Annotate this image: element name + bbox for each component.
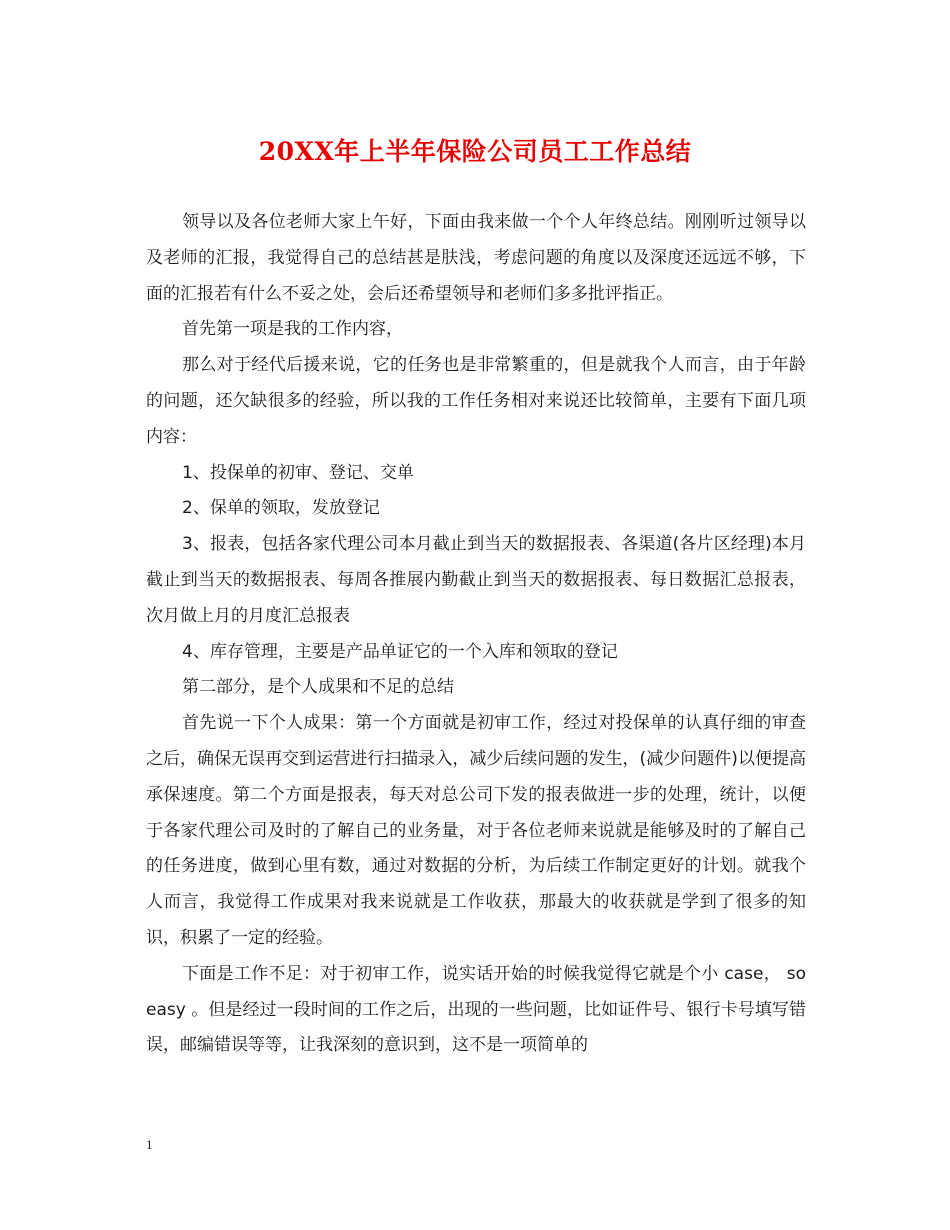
paragraph-shortcomings: 下面是工作不足：对于初审工作，说实话开始的时候我觉得它就是个小 case， so easy 。但是经过一段时间的工作之后，出现的一些问题，比如证件号、银行卡号填写错误，邮编错误等等，让我深刻的意识到，这不是一项简单的: [146, 963, 806, 1056]
list-item-2: 2、保单的领取，发放登记: [182, 498, 380, 519]
list-item-3: 3、报表，包括各家代理公司本月截止到当天的数据报表、各渠道(各片区经理)本月截止到当天的数据报表、每周各推展内勤截止到当天的数据报表、每日数据汇总报表，次月做上月的月度汇总报表: [146, 534, 806, 626]
paragraph-part-two-heading: 第二部分，是个人成果和不足的总结: [182, 677, 454, 698]
page-number: 1: [146, 1137, 153, 1152]
paragraph-achievements: 首先说一下个人成果：第一个方面就是初审工作，经过对投保单的认真仔细的审查之后，确保无误再交到运营进行扫描录入，减少后续问题的发生，(减少问题件)以便提高承保速度。第二个方面是报表，每天对总公司下发的报表做进一步的处理，统计，以便于各家代理公司及时的了解自己的业务量，对于各位老师来说就是能够及时的了解自己的任务进度，做到心里有数，通过对数据的分析，为后续工作制定更好的计划。就我个人而言，我觉得工作成果对我来说就是工作收获，那最大的收获就是学到了很多的知识，积累了一定的经验。: [146, 713, 806, 948]
paragraph-intro: 领导以及各位老师大家上午好，下面由我来做一个个人年终总结。刚刚听过领导以及老师的汇报，我觉得自己的总结甚是肤浅，考虑问题的角度以及深度还远远不够，下面的汇报若有什么不妥之处，会后还希望领导和老师们多多批评指正。: [146, 212, 806, 304]
paragraph-part-one-heading: 首先第一项是我的工作内容，: [182, 319, 403, 340]
list-item-4: 4、库存管理，主要是产品单证它的一个入库和领取的登记: [182, 641, 618, 662]
document-body: [146, 205, 806, 1064]
list-item-1: 1、投保单的初审、登记、交单: [182, 462, 414, 483]
document-title: 20XX年上半年保险公司员工工作总结: [258, 137, 692, 166]
paragraph-work-content: 那么对于经代后援来说，它的任务也是非常繁重的，但是就我个人而言，由于年龄的问题，还欠缺很多的经验，所以我的工作任务相对来说还比较简单，主要有下面几项内容：: [146, 355, 806, 447]
